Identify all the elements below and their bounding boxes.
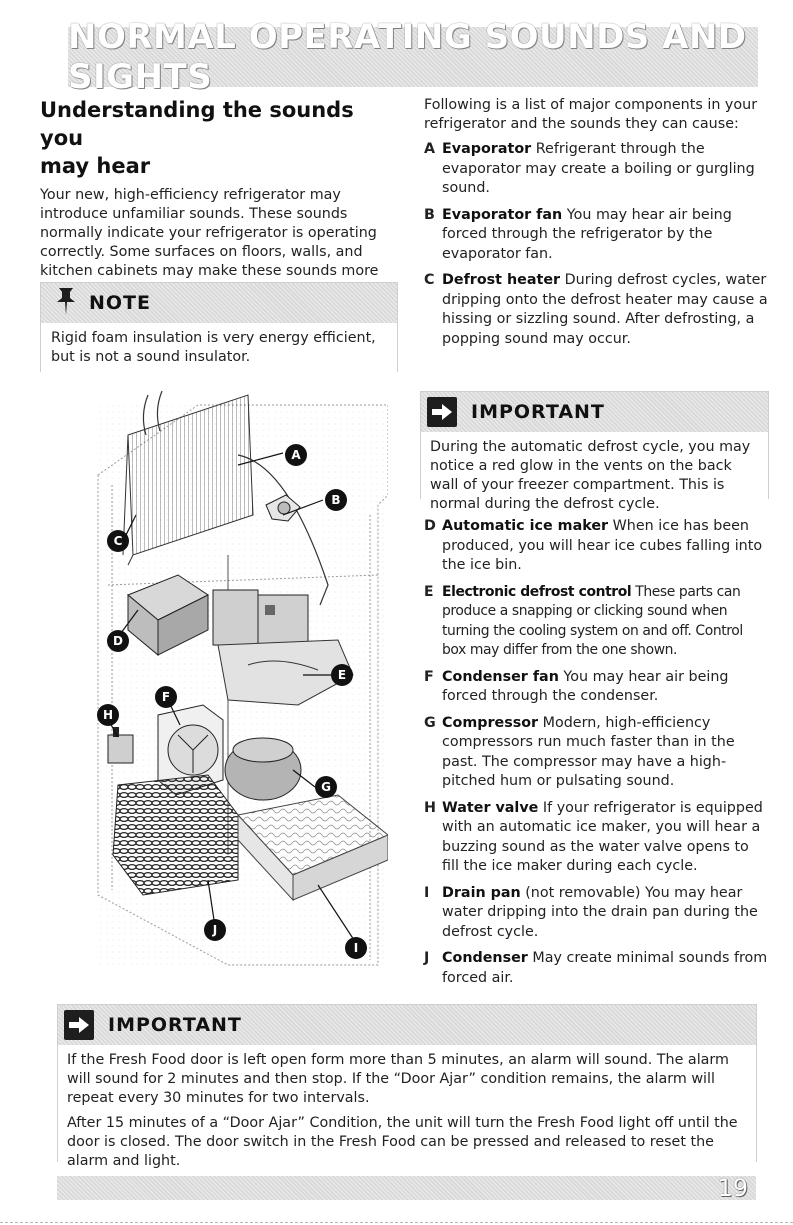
page-title: NORMAL OPERATING SOUNDS AND SIGHTS <box>68 17 747 97</box>
svg-text:G: G <box>321 780 331 794</box>
important-header <box>58 1005 756 1045</box>
svg-text:J: J <box>212 923 218 937</box>
components-list-bottom <box>424 517 769 988</box>
svg-text:B: B <box>331 493 341 507</box>
important-box-defrost <box>420 391 769 512</box>
section-heading <box>40 96 397 180</box>
component-item-compressor: G Compressor Modern, high-efficiency compressors run much faster than in the past. The compressor may have a high-pitched hum or pulsating sound. <box>424 714 735 789</box>
svg-text:H: H <box>102 708 114 722</box>
heading-line-1: Understanding the sounds you <box>40 98 354 150</box>
heading-line-2: may hear <box>40 154 151 178</box>
page-title-banner <box>68 17 758 97</box>
important-label: IMPORTANT <box>471 401 605 423</box>
diagram-marker-a <box>285 444 307 466</box>
svg-text:F: F <box>161 690 171 704</box>
svg-text:E: E <box>337 668 347 682</box>
page-bottom-rule <box>0 1222 793 1223</box>
component-item-defrost-control: E Electronic defrost control These parts can produce a snapping or clicking sound when turning the cooling system on and off. Control box may differ from the one shown. <box>424 583 743 658</box>
diagram-marker-c <box>107 530 129 552</box>
diagram-marker-d <box>107 630 129 652</box>
important-body <box>58 1045 756 1177</box>
footer-band <box>57 1176 756 1200</box>
pushpin-icon <box>55 286 77 320</box>
intro-section <box>40 96 397 300</box>
diagram-marker-h <box>97 704 119 726</box>
component-item-defrost-heater: C Defrost heater During defrost cycles, water dripping onto the defrost heater may cause a hissing or sizzling sound. After defrosting, a popping sound may occur. <box>424 272 768 347</box>
diagram-marker-j <box>204 919 226 941</box>
component-item-condenser-fan: F Condenser fan You may hear air being forced through the condenser. <box>424 668 729 704</box>
svg-text:C: C <box>113 534 123 548</box>
diagram-marker-b <box>325 489 347 511</box>
refrigerator-components-diagram <box>88 375 388 975</box>
components-list-top <box>424 140 769 349</box>
component-item-ice-maker: D Automatic ice maker When ice has been produced, you will hear ice cubes falling into the ice bin. <box>424 518 763 573</box>
note-label: NOTE <box>89 292 151 314</box>
diagram-marker-e <box>331 664 353 686</box>
components-section <box>424 96 769 349</box>
note-box <box>40 282 398 372</box>
diagram-marker-i <box>345 937 367 959</box>
component-item-evaporator-fan: B Evaporator fan You may hear air being forced through the refrigerator by the evaporator fan. <box>424 206 732 262</box>
important-paragraph-1: If the Fresh Food door is left open form more than 5 minutes, an alarm will sound. The alarm will sound for 2 minutes and then stop. If the “Door Ajar” condition remains, the alarm will repeat every 30 minutes for two intervals. <box>67 1052 729 1106</box>
component-item-drain-pan: I Drain pan (not removable) You may hear water dripping into the drain pan during the defrost cycle. <box>424 884 758 940</box>
important-header <box>421 392 768 432</box>
component-item-condenser: J Condenser May create minimal sounds from forced air. <box>424 950 768 986</box>
important-text: During the automatic defrost cycle, you may notice a red glow in the vents on the back wall of your freezer compartment. This is normal during the defrost cycle. <box>421 432 768 520</box>
svg-text:A: A <box>291 448 301 462</box>
diagram-marker-f <box>155 686 177 708</box>
note-text: Rigid foam insulation is very energy efficient, but is not a sound insulator. <box>41 323 397 373</box>
important-label: IMPORTANT <box>108 1014 242 1036</box>
note-header <box>41 283 397 323</box>
component-item-water-valve: H Water valve If your refrigerator is equipped with an automatic ice maker, you will hear a buzzing sound as the water valve opens to fill the ice maker during each cycle. <box>424 799 763 874</box>
arrow-right-icon <box>427 397 457 427</box>
svg-text:D: D <box>113 634 123 648</box>
arrow-right-icon <box>64 1010 94 1040</box>
components-intro: Following is a list of major components in your refrigerator and the sounds they can cause: <box>424 97 758 132</box>
important-paragraph-2: After 15 minutes of a “Door Ajar” Condition, the unit will turn the Fresh Food light off until the door is closed. The door switch in the Fresh Food can be pressed and released to reset the alarm and light. <box>67 1115 738 1169</box>
component-item-evaporator: A Evaporator Refrigerant through the evaporator may create a boiling or gurgling sound. <box>424 141 755 196</box>
diagram-marker-g <box>315 776 337 798</box>
page-number: 19 <box>717 1174 748 1202</box>
svg-text:I: I <box>353 941 359 955</box>
important-box-door-alarm <box>57 1004 757 1169</box>
intro-paragraph: Your new, high-efficiency refrigerator may introduce unfamiliar sounds. These sounds normally indicate your refrigerator is operating correctly. Some surfaces on floors, walls, and kitchen cabinets may make these sounds more <box>40 187 379 279</box>
